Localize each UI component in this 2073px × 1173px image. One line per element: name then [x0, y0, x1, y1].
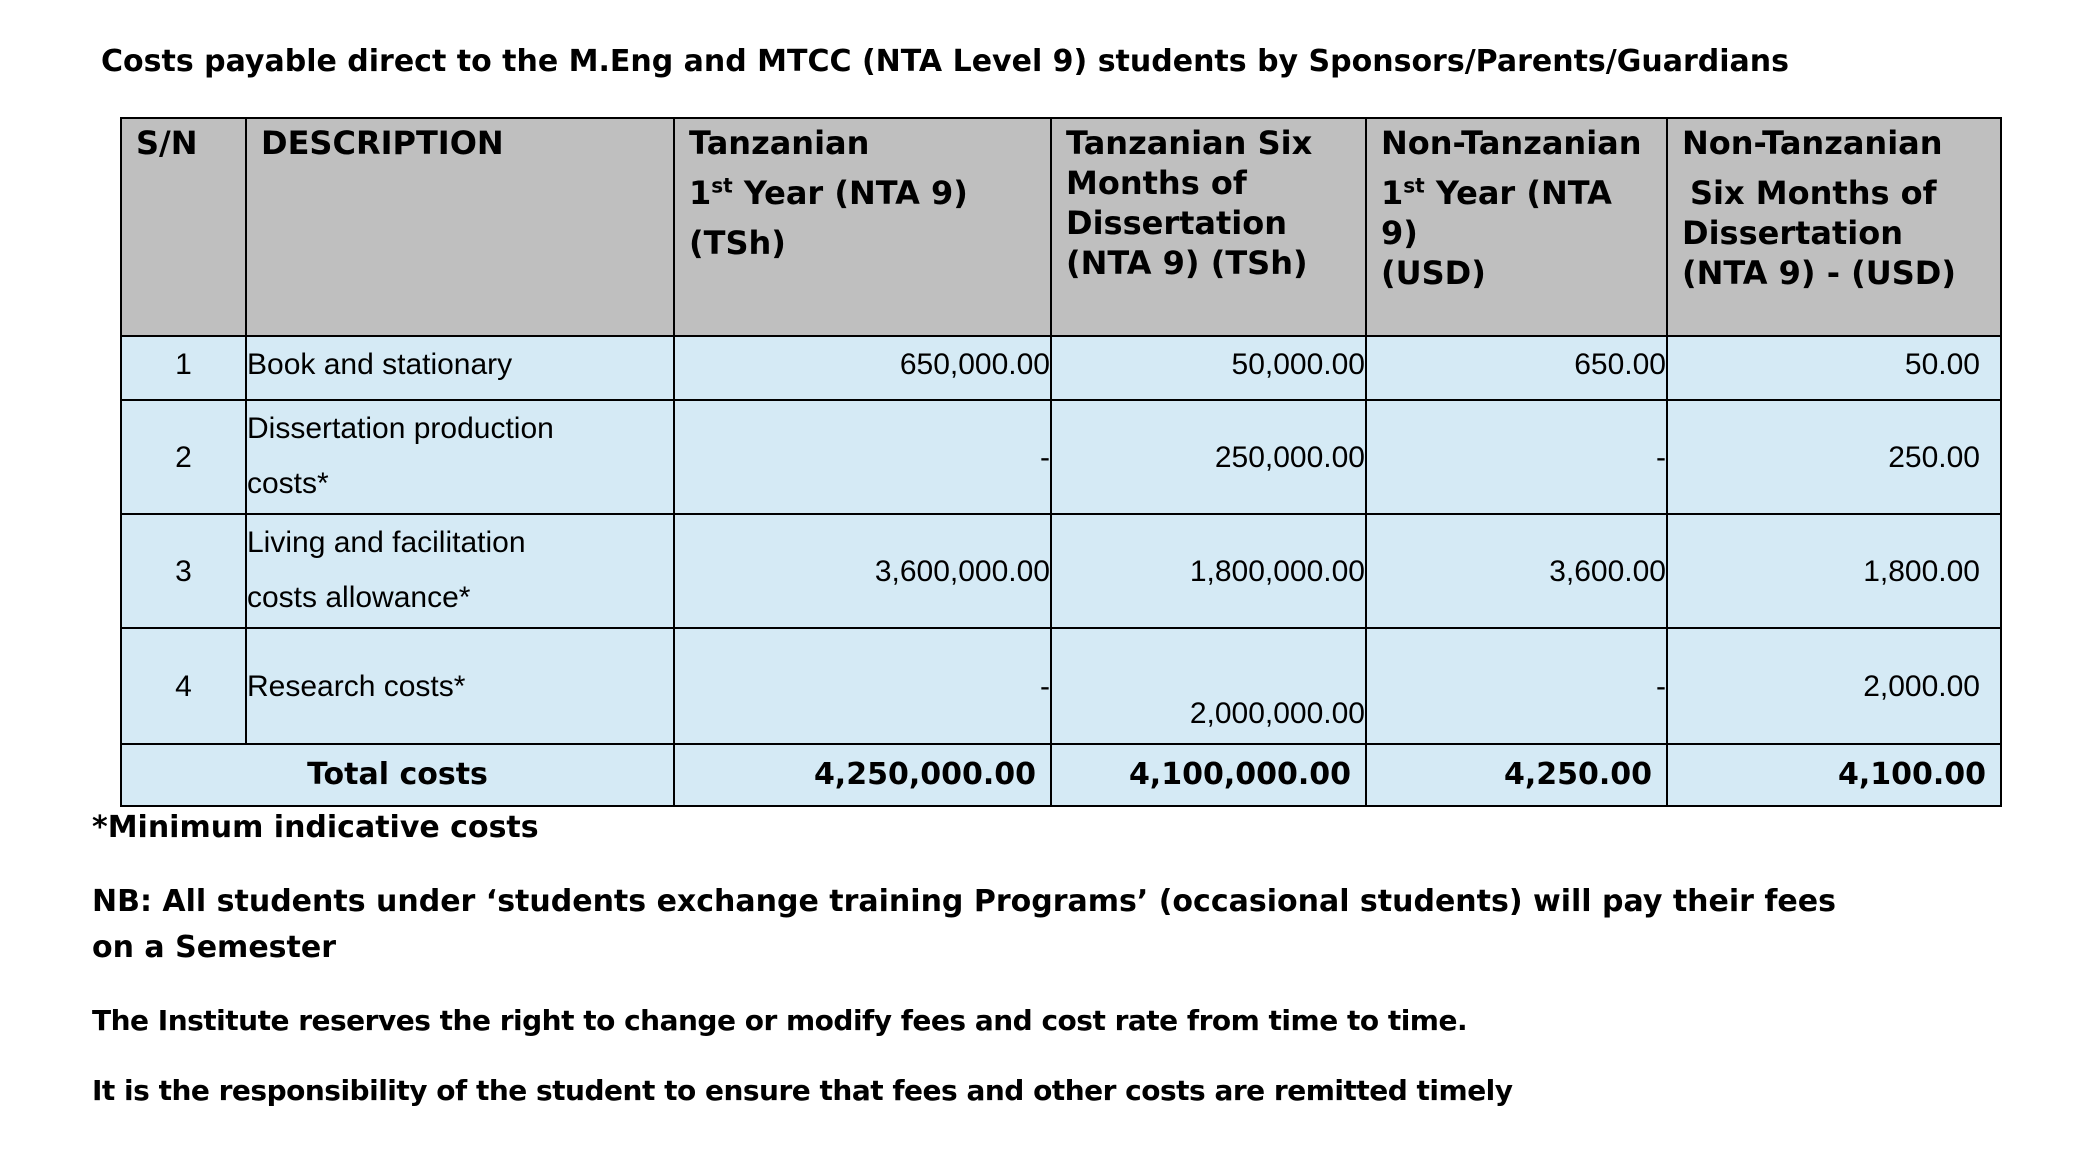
- fees-table: [120, 117, 2002, 807]
- row-tanzanian-dissertation: 50,000.00: [1051, 336, 1366, 400]
- row-tanzanian-dissertation: 1,800,000.00: [1051, 514, 1366, 628]
- table-row: [121, 336, 2001, 400]
- row-description: Dissertation production costs*: [246, 400, 674, 514]
- row-tanzanian-first-year: 3,600,000.00: [674, 514, 1051, 628]
- row-tanzanian-first-year: 650,000.00: [674, 336, 1051, 400]
- row-tanzanian-first-year: -: [674, 628, 1051, 744]
- row-non-tanzanian-dissertation: 2,000.00: [1667, 628, 2001, 744]
- row-sn: 2: [121, 400, 246, 514]
- nb-note-line-2: on a Semester: [92, 930, 336, 965]
- header-sn: S/N: [121, 118, 246, 336]
- table-row: [121, 628, 2001, 744]
- row-sn: 4: [121, 628, 246, 744]
- header-non-tanzanian-dissertation: Non-Tanzanian Six Months of Dissertation (NTA 9) - (USD): [1667, 118, 2001, 336]
- total-tanzanian-dissertation: 4,100,000.00: [1051, 744, 1366, 806]
- reserve-rights-note: The Institute reserves the right to change or modify fees and cost rate from time to time.: [92, 1004, 1468, 1037]
- row-non-tanzanian-dissertation: 250.00: [1667, 400, 2001, 514]
- responsibility-note: It is the responsibility of the student to ensure that fees and other costs are remitted timely: [92, 1074, 1513, 1107]
- total-row: [121, 744, 2001, 806]
- header-non-tanzanian-first-year: Non-Tanzanian 1st Year (NTA 9) (USD): [1366, 118, 1667, 336]
- row-non-tanzanian-first-year: -: [1366, 400, 1667, 514]
- nb-note-line-1: NB: All students under ‘students exchange training Programs’ (occasional students) will pay their fees: [92, 884, 1836, 919]
- row-description: Research costs*: [246, 628, 674, 744]
- row-non-tanzanian-dissertation: 50.00: [1667, 336, 2001, 400]
- row-non-tanzanian-first-year: 650.00: [1366, 336, 1667, 400]
- row-tanzanian-first-year: -: [674, 400, 1051, 514]
- row-tanzanian-dissertation: 250,000.00: [1051, 400, 1366, 514]
- total-non-tanzanian-dissertation: 4,100.00: [1667, 744, 2001, 806]
- total-label: Total costs: [121, 744, 674, 806]
- row-non-tanzanian-first-year: 3,600.00: [1366, 514, 1667, 628]
- page-title: Costs payable direct to the M.Eng and MTCC (NTA Level 9) students by Sponsors/Parents/Guardians: [101, 44, 1789, 79]
- row-sn: 1: [121, 336, 246, 400]
- header-description: DESCRIPTION: [246, 118, 674, 336]
- row-non-tanzanian-first-year: -: [1366, 628, 1667, 744]
- minimum-costs-note: *Minimum indicative costs: [92, 810, 539, 845]
- row-description: Living and facilitation costs allowance*: [246, 514, 674, 628]
- row-tanzanian-dissertation: 2,000,000.00: [1051, 628, 1366, 744]
- total-tanzanian-first-year: 4,250,000.00: [674, 744, 1051, 806]
- table-header-row: [121, 118, 2001, 336]
- total-non-tanzanian-first-year: 4,250.00: [1366, 744, 1667, 806]
- header-tanzanian-first-year: Tanzanian 1st Year (NTA 9) (TSh): [674, 118, 1051, 336]
- row-description: Book and stationary: [246, 336, 674, 400]
- row-non-tanzanian-dissertation: 1,800.00: [1667, 514, 2001, 628]
- table-row: [121, 400, 2001, 514]
- row-sn: 3: [121, 514, 246, 628]
- table-row: [121, 514, 2001, 628]
- header-tanzanian-dissertation: Tanzanian Six Months of Dissertation (NTA 9) (TSh): [1051, 118, 1366, 336]
